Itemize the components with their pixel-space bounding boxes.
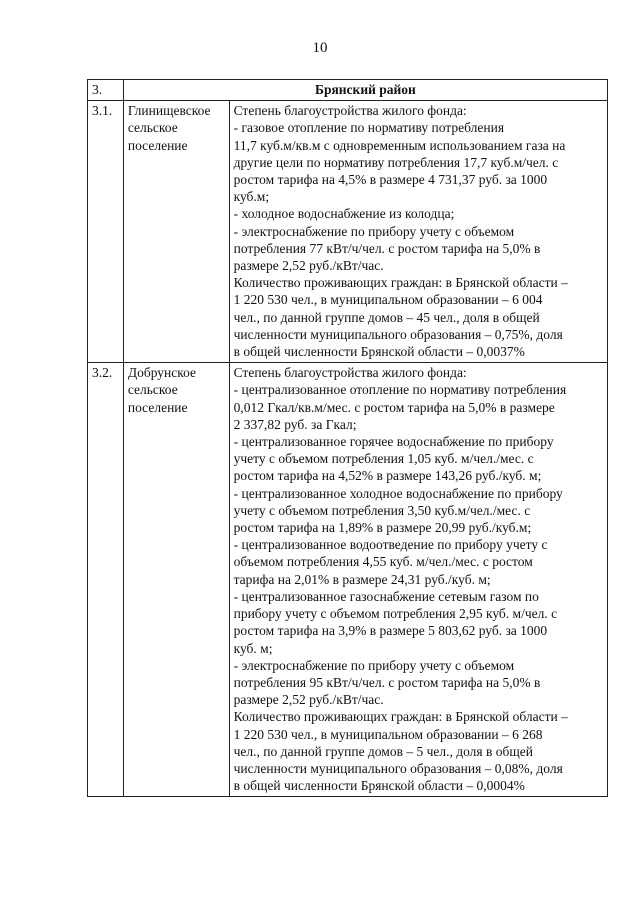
settlement-name — [123, 363, 229, 797]
text-line: учету с объемом потребления 1,05 куб. м/чел./мес. с — [233, 451, 534, 467]
text-line: 11,7 куб.м/кв.м с одновременным использованием газа на — [233, 137, 566, 153]
text-line: Степень благоустройства жилого фонда: — [233, 103, 467, 119]
page-number: 10 — [312, 40, 328, 56]
text-line: размере 2,52 руб./кВт/час. — [233, 258, 384, 274]
text-line: ростом тарифа на 3,9% в размере 5 803,62 руб. за 1000 — [233, 623, 548, 639]
text-line: - электроснабжение по прибору учету с объемом — [233, 223, 515, 239]
text-line: потребления 77 кВт/ч/чел. с ростом тарифа на 5,0% в — [233, 240, 541, 256]
table-row — [88, 101, 608, 363]
text-line: численности муниципального образования – 0,75%, доля — [233, 326, 563, 342]
text-line: в общей численности Брянской области – 0,0037% — [233, 344, 525, 360]
text-line: 1 220 530 чел., в муниципальном образовании – 6 004 — [233, 292, 543, 308]
text-line: куб. м; — [233, 640, 273, 656]
text-line: - централизованное газоснабжение сетевым газом по — [233, 588, 539, 604]
text-line: объемом потребления 4,55 куб. м/чел./мес. с ростом — [233, 554, 533, 570]
row-number: 3.2. — [88, 363, 124, 797]
text-line: ростом тарифа на 1,89% в размере 20,99 руб./куб.м; — [233, 520, 532, 536]
section-number: 3. — [88, 80, 124, 101]
text-line: Степень благоустройства жилого фонда: — [233, 365, 467, 381]
text-line: ростом тарифа на 4,52% в размере 143,26 руб./куб. м; — [233, 468, 542, 484]
settlement-name-line: поселение — [127, 137, 188, 153]
section-title: Брянский район — [123, 80, 607, 101]
text-line: - централизованное отопление по нормативу потребления — [233, 382, 567, 398]
text-line: - централизованное горячее водоснабжение по прибору — [233, 434, 554, 450]
text-line: учету с объемом потребления 3,50 куб.м/чел./мес. с — [233, 502, 531, 518]
text-line: 2 337,82 руб. за Гкал; — [233, 416, 357, 432]
text-line: 1 220 530 чел., в муниципальном образовании – 6 268 — [233, 726, 543, 742]
text-line: размере 2,52 руб./кВт/час. — [233, 692, 384, 708]
text-line: Количество проживающих граждан: в Брянской области – — [233, 275, 568, 291]
text-line: потребления 95 кВт/ч/чел. с ростом тарифа на 5,0% в — [233, 674, 541, 690]
description-cell — [229, 101, 607, 363]
text-line: чел., по данной группе домов – 45 чел., доля в общей — [233, 309, 540, 325]
text-line: тарифа на 2,01% в размере 24,31 руб./куб. м; — [233, 571, 491, 587]
document-table — [87, 79, 608, 797]
text-line: Количество проживающих граждан: в Брянской области – — [233, 709, 568, 725]
text-line: ростом тарифа на 4,5% в размере 4 731,37 руб. за 1000 — [233, 172, 548, 188]
settlement-name-line: Добрунское — [127, 365, 197, 381]
text-line: - централизованное водоотведение по прибору учету с — [233, 537, 548, 553]
text-line: 0,012 Гкал/кв.м/мес. с ростом тарифа на 5,0% в размере — [233, 399, 555, 415]
text-line: в общей численности Брянской области – 0,0004% — [233, 778, 525, 794]
settlement-name — [123, 101, 229, 363]
text-line: чел., по данной группе домов – 5 чел., доля в общей — [233, 743, 533, 759]
settlement-name-line: сельское — [127, 382, 178, 398]
text-line: численности муниципального образования – 0,08%, доля — [233, 760, 563, 776]
text-line: - электроснабжение по прибору учету с объемом — [233, 657, 515, 673]
table-row — [88, 363, 608, 797]
text-line: прибору учету с объемом потребления 2,95 куб. м/чел. с — [233, 606, 558, 622]
text-line: - централизованное холодное водоснабжение по прибору — [233, 485, 563, 501]
section-header-row — [88, 80, 608, 101]
text-line: - газовое отопление по нормативу потребления — [233, 120, 505, 136]
settlement-name-line: поселение — [127, 399, 188, 415]
settlement-name-line: сельское — [127, 120, 178, 136]
settlement-name-line: Глинищевское — [127, 103, 211, 119]
text-line: другие цели по нормативу потребления 17,7 куб.м/чел. с — [233, 154, 559, 170]
row-number: 3.1. — [88, 101, 124, 363]
text-line: - холодное водоснабжение из колодца; — [233, 206, 455, 222]
description-cell — [229, 363, 607, 797]
text-line: куб.м; — [233, 189, 270, 205]
